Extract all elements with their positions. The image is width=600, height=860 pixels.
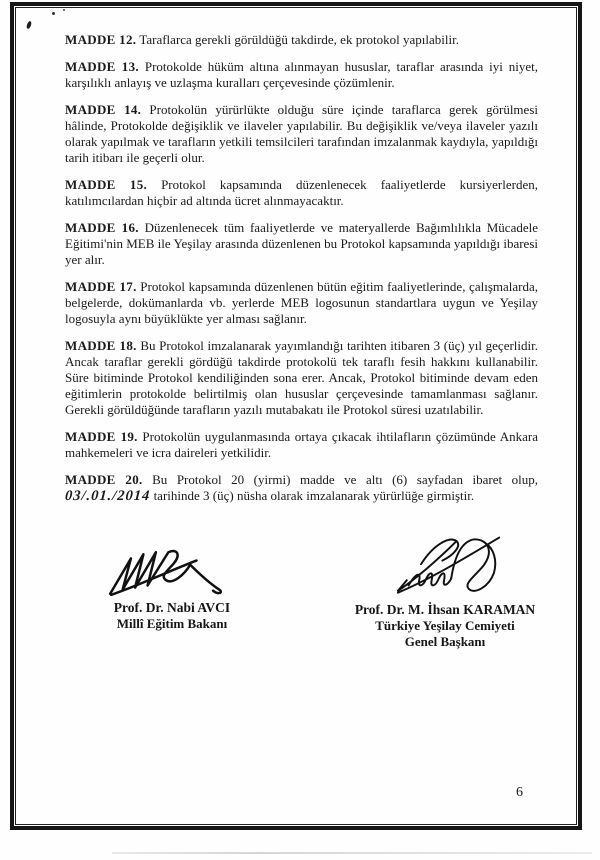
article-paragraph xyxy=(65,279,538,327)
article-paragraph xyxy=(65,338,538,418)
article-text: Düzenlenecek tüm faaliyetlerde ve materyallerde Bağımlılıkla Mücadele Eğitimi'nin MEB ile Yeşilay arasında düzenlenen bu Protokol kapsamında yapıldığı ibaresi yer alır. xyxy=(65,220,538,267)
article-text: Protokolün yürürlükte olduğu süre içinde taraflarca gerek görülmesi hâlinde, Protokolde değişiklik ve ilaveler yapılabilir. Bu değişiklik ve/veya ilaveler yazılı olarak yapılmak ve tarafların yetkili temsilcileri tarafından imzalanmak kaydıyla, yapıldığı tarih itibarı ile geçerli olur. xyxy=(65,102,538,165)
article-paragraph xyxy=(65,472,538,504)
signatory-right-org: Türkiye Yeşilay Cemiyeti xyxy=(375,618,515,633)
handwritten-date: 03/.01./2014 xyxy=(64,488,151,504)
article-text-after: tarihinde 3 (üç) nüsha olarak imzalanarak yürürlüğe girmiştir. xyxy=(150,488,475,503)
article-label: MADDE 18. xyxy=(65,338,137,353)
article-text: Protokol kapsamında düzenlenecek faaliyetlerde kursiyerlerden, katılımcılardan hiçbir ad altında ücret alınmayacaktır. xyxy=(65,177,538,208)
articles-container xyxy=(65,32,538,515)
article-text: Protokolde hüküm altına alınmayan hususlar, taraflar arasında iyi niyet, karşılıklı anlayış ve uzlaşma kuralları çerçevesinde çözümlenir. xyxy=(65,59,538,90)
signatory-right-name: Prof. Dr. M. İhsan KARAMAN xyxy=(354,602,536,617)
article-paragraph xyxy=(65,32,538,48)
article-paragraph xyxy=(65,429,538,461)
article-label: MADDE 20. xyxy=(65,472,143,487)
article-text: Taraflarca gerekli görüldüğü takdirde, ek protokol yapılabilir. xyxy=(136,32,459,47)
article-paragraph xyxy=(65,102,538,166)
article-paragraph xyxy=(65,59,538,91)
signatory-right-role: Genel Başkanı xyxy=(404,634,486,649)
article-text: Bu Protokol 20 (yirmi) madde ve altı (6) sayfadan ibaret olup, xyxy=(142,472,538,487)
article-text: Protokol kapsamında düzenlenen bütün eğitim faaliyetlerinde, çalışmalarda, belgelerde, dokümanlarda vb. yerlerde MEB logosunun standartlara uygun ve Yeşilay logosuyla aynı büyüklükte yer alması sağlanır. xyxy=(65,279,538,326)
signature-block-left xyxy=(62,548,282,632)
page-number: 6 xyxy=(516,785,523,800)
article-paragraph xyxy=(65,220,538,268)
scan-speck xyxy=(63,9,65,11)
article-label: MADDE 19. xyxy=(65,429,138,444)
signature-left-scribble xyxy=(107,548,237,596)
article-label: MADDE 15. xyxy=(65,177,148,192)
signature-right-scribble xyxy=(380,534,510,598)
article-paragraph xyxy=(65,177,538,209)
article-label: MADDE 13. xyxy=(65,59,139,74)
article-label: MADDE 16. xyxy=(65,220,139,235)
signatory-left-title: Millî Eğitim Bakanı xyxy=(116,616,228,631)
signatory-left-name: Prof. Dr. Nabi AVCI xyxy=(113,600,231,615)
scan-smudge-line xyxy=(112,852,592,854)
article-label: MADDE 12. xyxy=(65,32,137,47)
scan-speck xyxy=(52,12,55,15)
article-text: Bu Protokol imzalanarak yayımlandığı tarihten itibaren 3 (üç) yıl geçerlidir. Ancak taraflar gerekli gördüğü takdirde protokolü tek taraflı fesih hakkını kullanabilir. Süre bitiminde Protokol kendiliğinden sona erer. Ancak, Protokol bitiminde devam eden eğitimlerin protokolde belirtilmiş olan hususlar çerçevesinde tamamlanması sağlanır. Gerekli görüldüğünde tarafların yazılı mutabakatı ile Protokol süresi uzatılabilir. xyxy=(65,338,539,417)
article-text: Protokolün uygulanmasında ortaya çıkacak ihtilafların çözümünde Ankara mahkemeleri ve icra daireleri yetkilidir. xyxy=(65,429,538,460)
signature-block-right xyxy=(338,534,552,650)
article-label: MADDE 17. xyxy=(65,279,137,294)
article-label: MADDE 14. xyxy=(65,102,142,117)
